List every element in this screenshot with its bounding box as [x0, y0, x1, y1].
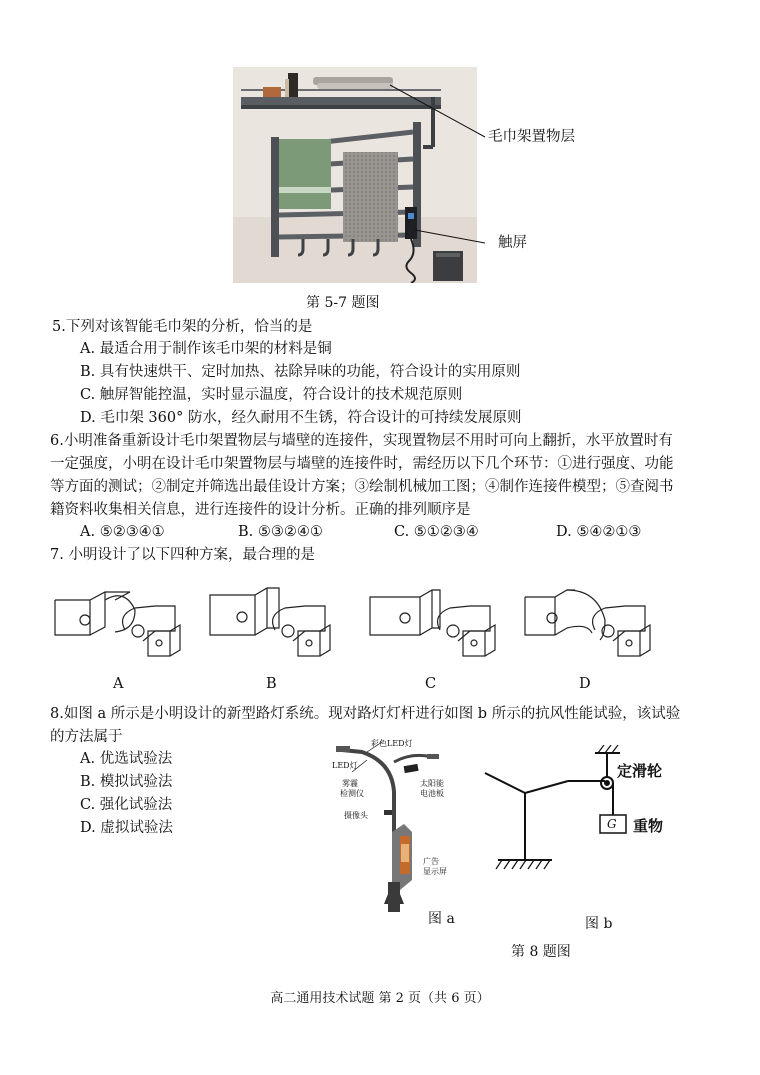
leader-lines — [390, 80, 500, 250]
q8-option-b: B. 模拟试验法 — [80, 774, 173, 790]
label-g: G — [607, 817, 617, 831]
figure-caption-8: 第 8 题图 — [511, 944, 571, 960]
q8-option-d: D. 虚拟试验法 — [80, 820, 173, 836]
q6-option-c: C. ⑤①②③④ — [394, 524, 479, 540]
q6-line-2: 一定强度，小明在设计毛巾架置物层与墙壁的连接件时，需经历以下几个环节：①进行强度、功能 — [50, 456, 674, 472]
label-led: LED灯 — [332, 761, 358, 770]
design-a-drawing — [55, 592, 180, 656]
label-solar-2: 电池板 — [420, 789, 444, 798]
label-solar-1: 太阳能 — [420, 779, 444, 788]
design-b-drawing — [210, 588, 330, 656]
q8-option-a: A. 优选试验法 — [80, 751, 173, 767]
q7-label-a: A — [113, 676, 124, 692]
q5-option-b: B. 具有快速烘干、定时加热、祛除异味的功能，符合设计的实用原则 — [80, 364, 521, 380]
q5-option-d: D. 毛巾架 360° 防水，经久耐用不生锈，符合设计的可持续发展原则 — [80, 410, 522, 426]
label-touch-screen: 触屏 — [498, 235, 527, 251]
q7-design-drawings — [40, 585, 720, 670]
q8-line-1: 8.如图 a 所示是小明设计的新型路灯系统。现对路灯灯杆进行如图 b 所示的抗风性能试验，该试验 — [50, 706, 681, 722]
label-camera: 摄像头 — [344, 811, 368, 820]
design-d-drawing — [525, 590, 650, 656]
q6-option-a: A. ⑤②③④① — [80, 524, 165, 540]
page-footer: 高二通用技术试题 第 2 页（共 6 页） — [270, 991, 490, 1006]
label-colored-led: 彩色LED灯 — [371, 739, 413, 748]
label-pulley: 定滑轮 — [617, 762, 663, 780]
q6-option-b: B. ⑤③②④① — [238, 524, 323, 540]
q7-label-d: D — [579, 676, 591, 692]
q5-stem: 5.下列对该智能毛巾架的分析，恰当的是 — [52, 319, 313, 335]
q5-option-a: A. 最适合用于制作该毛巾架的材料是铜 — [80, 341, 332, 357]
q7-stem: 7. 小明设计了以下四种方案，最合理的是 — [50, 547, 315, 563]
q8-line-2: 的方法属于 — [50, 729, 123, 745]
label-ad-1: 广告 — [423, 857, 439, 866]
caption-figure-a: 图 a — [428, 911, 455, 927]
label-smog: 雾霾 — [342, 779, 358, 788]
q6-line-3: 等方面的测试；②制定并筛选出最佳设计方案；③绘制机械加工图；④制作连接件模型；⑤查阅书 — [50, 479, 674, 495]
label-detector: 检测仪 — [340, 789, 364, 798]
q8-option-c: C. 强化试验法 — [80, 797, 173, 813]
label-ad-2: 显示屏 — [423, 867, 447, 876]
q7-label-b: B — [266, 676, 277, 692]
label-weight: 重物 — [633, 817, 664, 835]
q6-line-1: 6.小明准备重新设计毛巾架置物层与墙壁的连接件，实现置物层不用时可向上翻折，水平放置时有 — [50, 433, 673, 449]
q6-line-4: 籍资料收集相关信息，进行连接件的设计分析。正确的排列顺序是 — [50, 502, 471, 518]
q7-label-c: C — [425, 676, 437, 692]
caption-figure-b: 图 b — [585, 916, 613, 932]
label-shelf: 毛巾架置物层 — [488, 129, 575, 145]
q6-option-d: D. ⑤④②①③ — [556, 524, 642, 540]
q5-option-c: C. 触屏智能控温，实时显示温度，符合设计的技术规范原则 — [80, 387, 463, 403]
design-c-drawing — [370, 590, 495, 656]
figure-caption-5-7: 第 5-7 题图 — [306, 295, 380, 311]
